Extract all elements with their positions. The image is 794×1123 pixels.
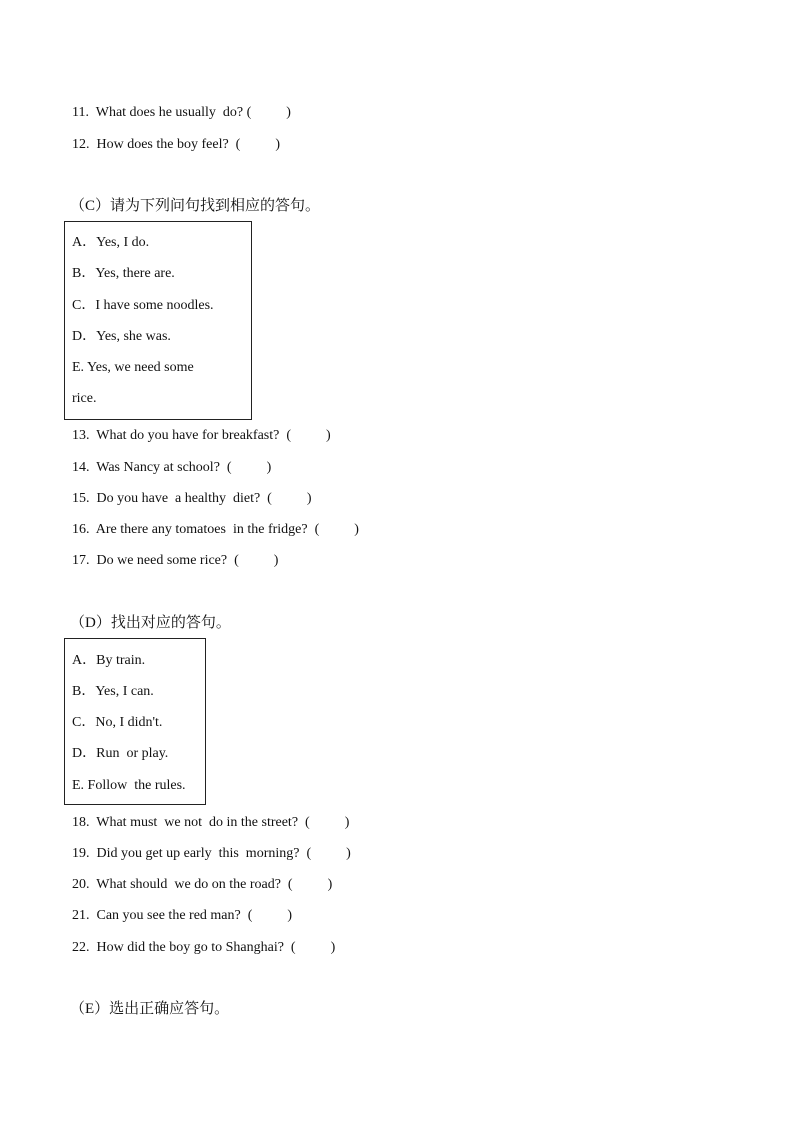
section-c-options-box [64,221,252,420]
option-a: A．By train. [72,653,146,668]
question-21: 21. Can you see the red man? ( ) [72,908,293,923]
question-19: 19. Did you get up early this morning? ( ) [72,846,351,861]
question-18: 18. What must we not do in the street? ( ) [72,815,350,830]
option-e: E. Yes, we need some [72,360,194,375]
question-12: 12. How does the boy feel? ( ) [72,137,281,152]
option-b: B．Yes, I can. [72,684,154,699]
section-c-heading: （C）请为下列问句找到相应的答句。 [70,198,321,214]
section-d-heading: （D）找出对应的答句。 [70,615,231,631]
option-b: B．Yes, there are. [72,266,175,281]
option-d: D．Yes, she was. [72,329,171,344]
question-15: 15. Do you have a healthy diet? ( ) [72,491,312,506]
option-e: E. Follow the rules. [72,778,186,793]
option-c: C．No, I didn't. [72,715,163,730]
question-14: 14. Was Nancy at school? ( ) [72,460,272,475]
question-16: 16. Are there any tomatoes in the fridge? ( ) [72,522,359,537]
option-a: A．Yes, I do. [72,235,150,250]
question-11: 11. What does he usually do? ( ) [72,105,291,120]
option-c: C．I have some noodles. [72,298,214,313]
option-e-continued: rice. [72,391,97,406]
question-20: 20. What should we do on the road? ( ) [72,877,333,892]
question-13: 13. What do you have for breakfast? ( ) [72,428,331,443]
section-d-options-box [64,638,206,805]
question-17: 17. Do we need some rice? ( ) [72,553,279,568]
question-22: 22. How did the boy go to Shanghai? ( ) [72,940,336,955]
option-d: D．Run or play. [72,746,169,761]
section-e-heading: （E）选出正确应答句。 [70,1001,230,1017]
